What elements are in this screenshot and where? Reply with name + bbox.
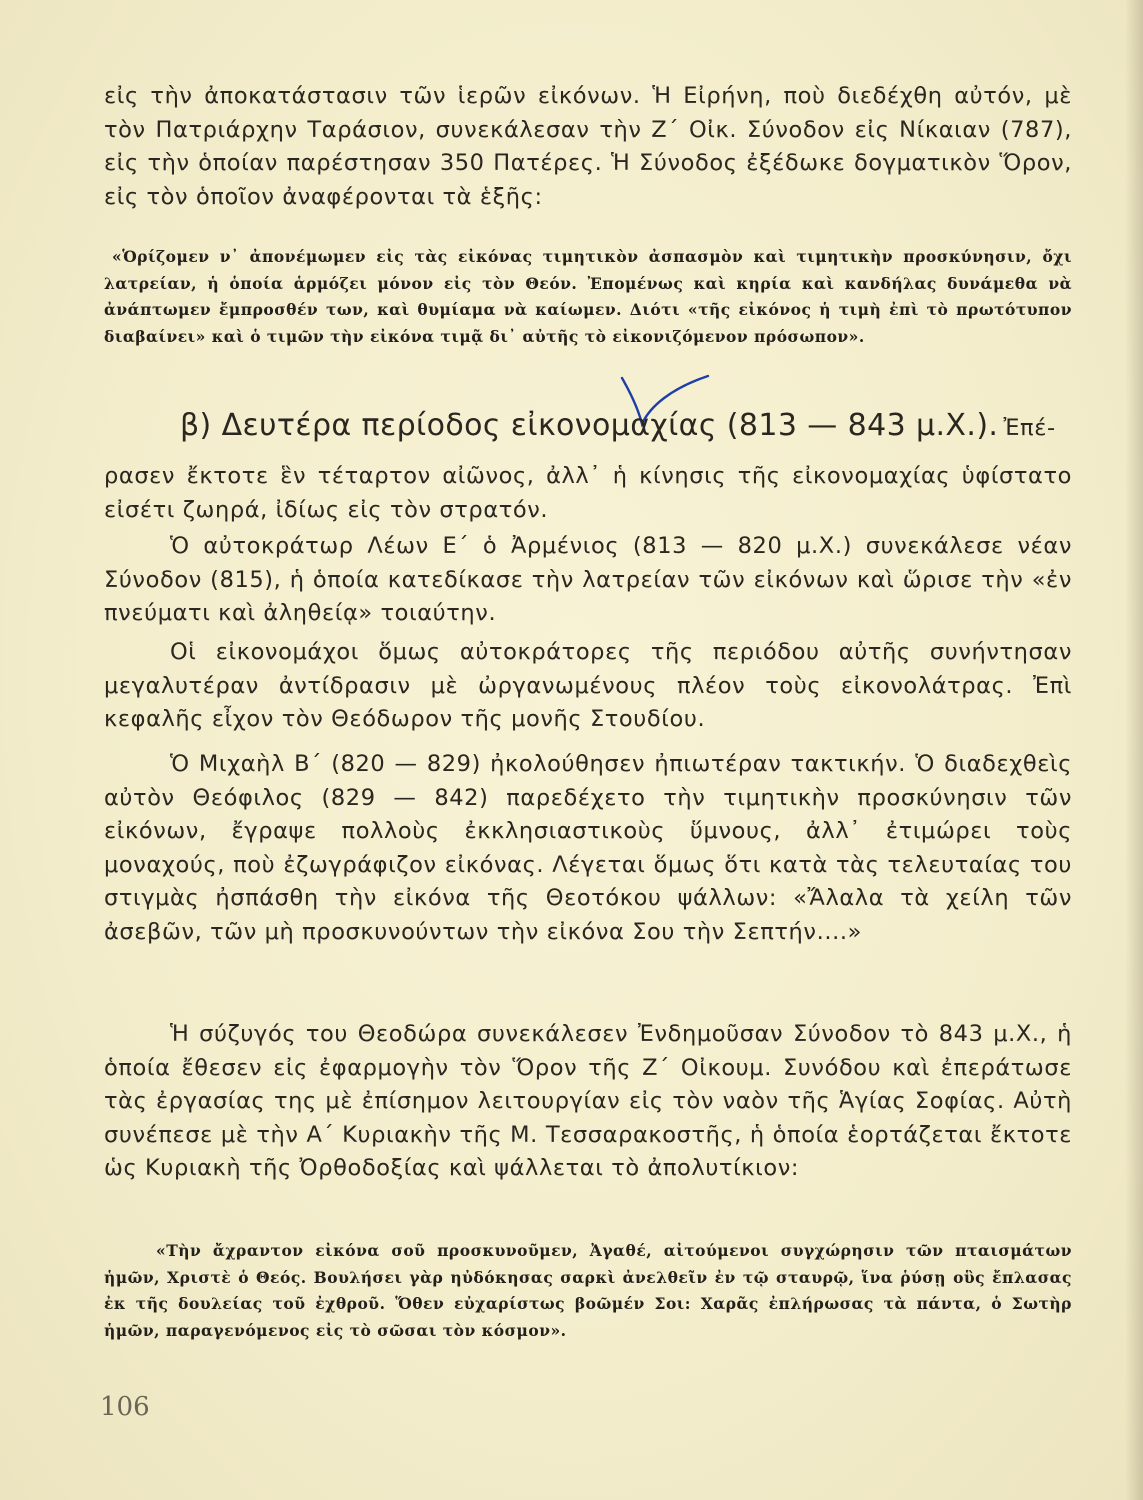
paragraph-4: Οἱ εἰκονομάχοι ὅμως αὐτοκράτορες τῆς περιόδου αὐτῆς συνήντησαν μεγαλυτέραν ἀντίδρασιν μὲ ὠργανωμένους πλέον τοὺς εἰκονολάτρας. Ἐπὶ κεφαλῆς εἶχον τὸν Θεόδωρον τῆς μονῆς Στουδίου. [104,639,1072,732]
section-title: β) Δευτέρα περίοδος εἰκονομαχίας (813 — 843 μ.Χ.). [180,408,999,443]
paragraph-5: Ὁ Μιχαὴλ Β΄ (820 — 829) ἠκολούθησεν ἠπιωτέραν τακτικήν. Ὁ διαδεχθεὶς αὐτὸν Θεόφιλος (829 — 842) παρεδέχετο τὴν τιμητικὴν προσκύνησιν τῶν εἰκόνων, ἔγραψε πολλοὺς ἐκκλησιαστικοὺς ὕμνους, ἀλλ᾽ ἐτιμώρει τοὺς μοναχούς, ποὺ ἐζωγράφιζον εἰκόνας. Λέγεται ὅμως ὅτι κατὰ τὰς τελευταίας του στιγμὰς ἠσπάσθη τὴν εἰκόνα τῆς Θεοτόκου ψάλλων: «Ἄλαλα τὰ χείλη τῶν ἀσεβῶν, τῶν μὴ προσκυνούντων τὴν εἰκόνα Σου τὴν Σεπτήν....» [104,751,1072,945]
paragraph-3: Ὁ αὐτοκράτωρ Λέων Ε΄ ὁ Ἀρμένιος (813 — 820 μ.Χ.) συνεκάλεσε νέαν Σύνοδον (815), ἡ ὁποία κατεδίκασε τὴν λατρείαν τῶν εἰκόνων καὶ ὥρισε τὴν «ἐν πνεύματι καὶ ἀληθείᾳ» τοιαύτην. [104,533,1072,626]
paragraph-2: ρασεν ἔκτοτε ἓν τέταρτον αἰῶνος, ἀλλ᾽ ἡ κίνησις τῆς εἰκονομαχίας ὑφίστατο εἰσέτι ζωηρά, ἰδίως εἰς τὸν στρατόν. [104,463,1072,523]
page-number: 106 [100,1392,150,1422]
quote-apolytikion: «Τὴν ἄχραντον εἰκόνα σοῦ προσκυνοῦμεν, Ἀγαθέ, αἰτούμενοι συγχώρησιν τῶν πταισμάτων ἡμῶν, Χριστὲ ὁ Θεός. Βουλήσει γὰρ ηὐδόκησας σαρκὶ ἀνελθεῖν ἐν τῷ σταυρῷ, ἵνα ῥύσῃ οὓς ἔπλασας ἐκ τῆς δουλείας τοῦ ἐχθροῦ. Ὅθεν εὐχαρίστως βοῶμέν Σοι: Χαρᾶς ἐπλήρωσας τὰ πάντα, ὁ Σωτὴρ ἡμῶν, παραγενόμενος εἰς τὸ σῶσαι τὸν κόσμον». [104,1241,1072,1340]
section-title-continuation: Ἐπέ- [1003,415,1056,441]
quote-horos: «Ὁρίζομεν ν᾽ ἀπονέμωμεν εἰς τὰς εἰκόνας τιμητικὸν ἀσπασμὸν καὶ τιμητικὴν προσκύνησιν, ὄχι λατρείαν, ἡ ὁποία ἁρμόζει μόνον εἰς τὸν Θεόν. Ἐπομένως καὶ κηρία καὶ κανδήλας δυνάμεθα νὰ ἀνάπτωμεν ἔμπροσθέν των, καὶ θυμίαμα νὰ καίωμεν. Διότι «τῆς εἰκόνος ἡ τιμὴ ἐπὶ τὸ πρωτότυπον διαβαίνει» καὶ ὁ τιμῶν τὴν εἰκόνα τιμᾷ δι᾽ αὐτῆς τὸ εἰκονιζόμενον πρόσωπον». [104,247,1072,346]
paragraph-6: Ἡ σύζυγός του Θεοδώρα συνεκάλεσεν Ἐνδημοῦσαν Σύνοδον τὸ 843 μ.Χ., ἡ ὁποία ἔθεσεν εἰς ἐφαρμογὴν τὸν Ὅρον τῆς Ζ΄ Οἰκουμ. Συνόδου καὶ ἐπεράτωσε τὰς ἐργασίας της μὲ ἐπίσημον λειτουργίαν εἰς τὸν ναὸν τῆς Ἁγίας Σοφίας. Αὐτὴ συνέπεσε μὲ τὴν Α΄ Κυριακὴν τῆς Μ. Τεσσαρακοστῆς, ἡ ὁποία ἑορτάζεται ἔκτοτε ὡς Κυριακὴ τῆς Ὀρθοδοξίας καὶ ψάλλεται τὸ ἀπολυτίκιον: [104,1021,1072,1181]
paragraph-1: εἰς τὴν ἀποκατάστασιν τῶν ἱερῶν εἰκόνων. Ἡ Εἰρήνη, ποὺ διεδέχθη αὐτόν, μὲ τὸν Πατριάρχην Ταράσιον, συνεκάλεσαν τὴν Ζ΄ Οἰκ. Σύνοδον εἰς Νίκαιαν (787), εἰς τὴν ὁποίαν παρέστησαν 350 Πατέρες. Ἡ Σύνοδος ἐξέδωκε δογματικὸν Ὅρον, εἰς τὸν ὁποῖον ἀναφέρονται τὰ ἑξῆς: [104,83,1072,210]
page-edge-shadow [1125,0,1143,1500]
section-heading [180,408,1056,443]
